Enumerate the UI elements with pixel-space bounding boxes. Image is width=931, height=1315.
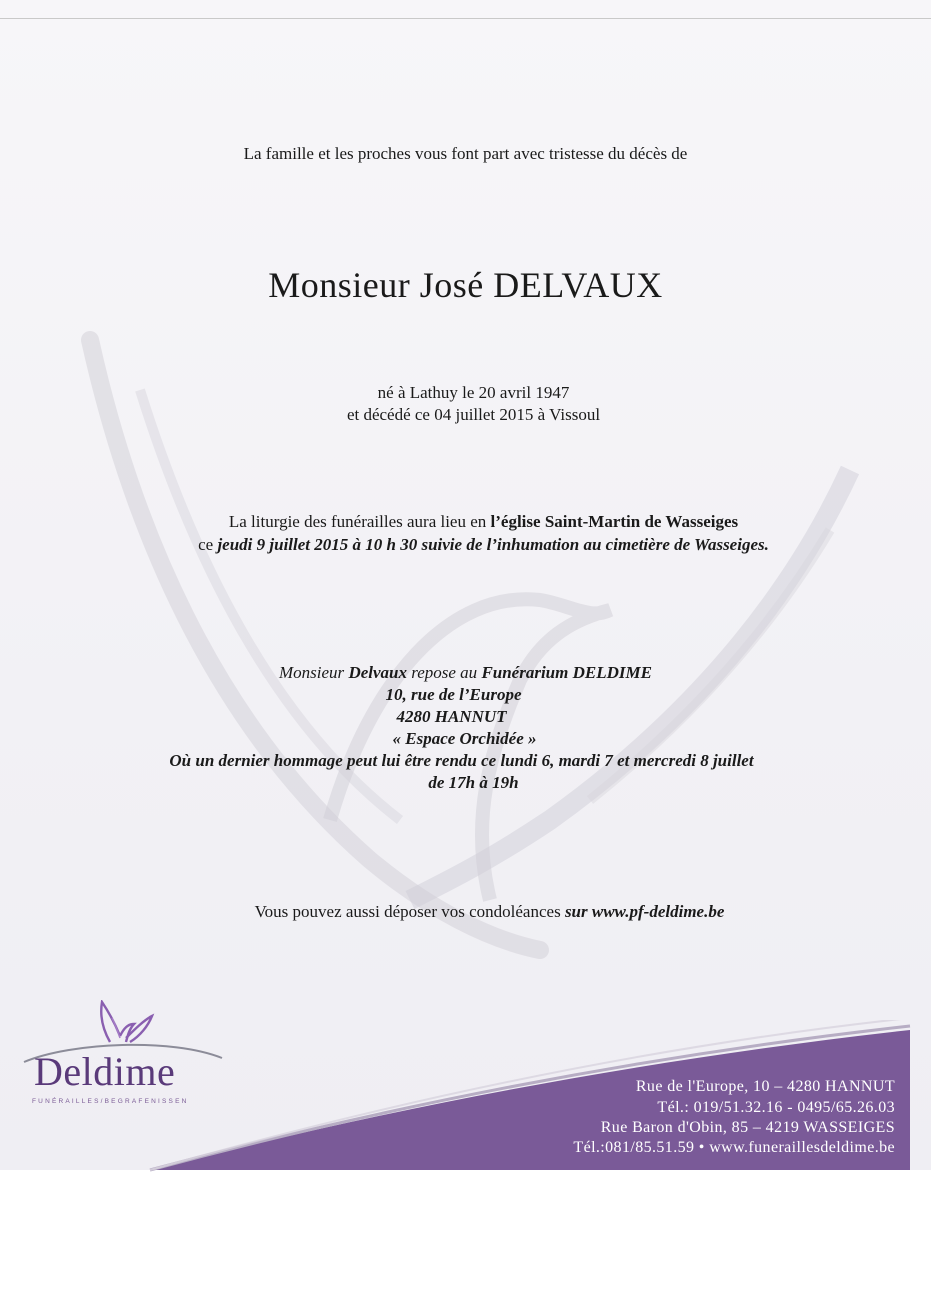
liturgy-date-prefix: ce	[198, 535, 218, 554]
address-line-wasseiges: Rue Baron d'Obin, 85 – 4219 WASSEIGES	[600, 1119, 895, 1136]
funerarium-name: Funérarium DELDIME	[481, 663, 652, 682]
intro-text: La famille et les proches vous font part avec tristesse du décès de	[243, 144, 688, 163]
rest-prefix: Monsieur	[279, 663, 349, 682]
tribute-hours: de 17h à 19h	[428, 773, 519, 792]
rest-line-1	[0, 663, 931, 683]
liturgy-prefix: La liturgie des funérailles aura lieu en	[228, 512, 491, 531]
funerarium-city: 4280 HANNUT	[396, 707, 507, 726]
funerarium-room: « Espace Orchidée »	[392, 729, 537, 748]
birth-info: né à Lathuy le 20 avril 1947	[377, 383, 570, 402]
funerarium-street: 10, rue de l’Europe	[385, 685, 522, 704]
condolences-prefix: Vous pouvez aussi déposer vos condoléances	[254, 902, 565, 921]
logo-name: Deldime	[34, 1049, 176, 1094]
phone-website-line: Tél.:081/85.51.59 • www.funeraillesdeldime.be	[573, 1139, 895, 1156]
rest-mid: repose au	[406, 663, 482, 682]
condolences-line	[24, 902, 931, 922]
condolences-website-link[interactable]: sur www.pf-deldime.be	[564, 902, 725, 921]
deceased-name: Monsieur José DELVAUX	[268, 265, 663, 305]
church-name: l’église Saint-Martin de Wasseiges	[490, 512, 739, 531]
rest-name: Delvaux	[348, 663, 407, 682]
death-info: et décédé ce 04 juillet 2015 à Vissoul	[346, 405, 601, 424]
liturgy-line-2	[18, 535, 931, 555]
tribute-info: Où un dernier hommage peut lui être rendu ce lundi 6, mardi 7 et mercredi 8 juillet	[169, 751, 754, 770]
logo-tagline: FUNÉRAILLES/BEGRAFENISSEN	[32, 1098, 189, 1105]
liturgy-line-1	[18, 512, 931, 532]
liturgy-date-details: jeudi 9 juillet 2015 à 10 h 30 suivie de l’inhumation au cimetière de Wasseiges.	[217, 535, 769, 554]
scan-top-edge	[0, 18, 931, 19]
phone-line-hannut: Tél.: 019/51.32.16 - 0495/65.26.03	[657, 1099, 895, 1116]
deldime-logo	[22, 1000, 227, 1115]
address-line-hannut: Rue de l'Europe, 10 – 4280 HANNUT	[635, 1078, 895, 1095]
